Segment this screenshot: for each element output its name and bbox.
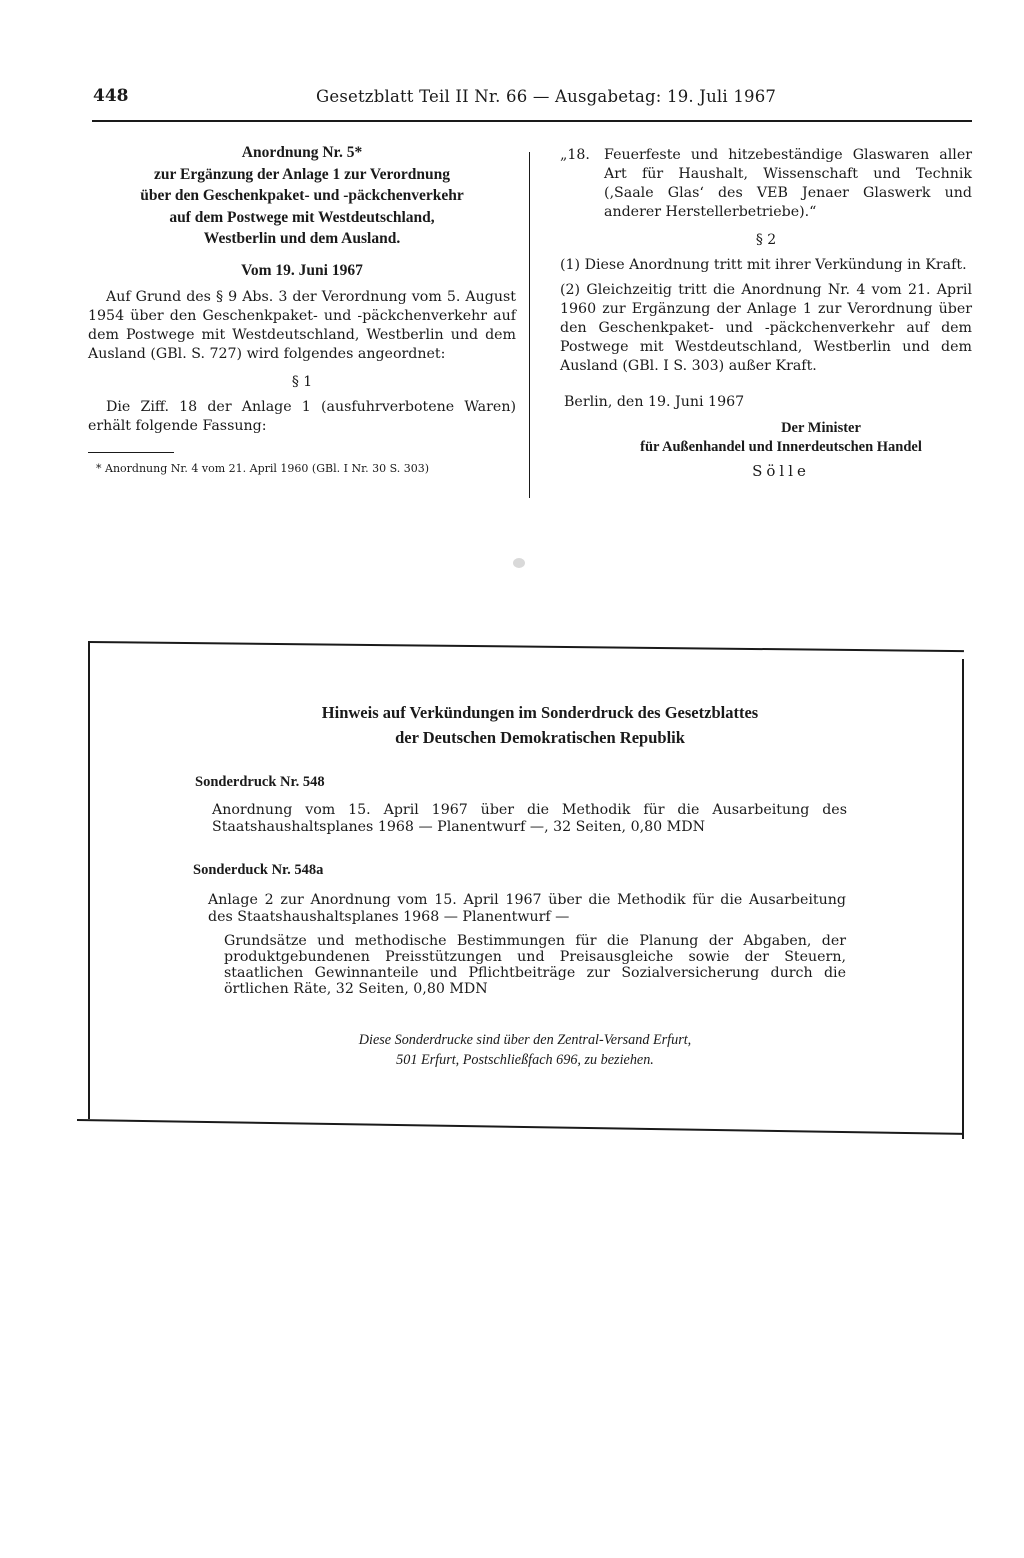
signatory-ministry: für Außenhandel und Innerdeutschen Handel (640, 439, 922, 455)
box-border-top (88, 641, 964, 652)
box-border-bottom (77, 1119, 964, 1135)
footnote: * Anordnung Nr. 4 vom 21. April 1960 (GBl. I Nr. 30 S. 303) (96, 461, 430, 475)
item-18-text: Feuerfeste und hitzebeständige Glaswaren aller Art für Haushalt, Wissenschaft und Technik (‚Saale Glas‘ des VEB Jenaer Glaswerk und anderer Herstellerbetriebe).“ (604, 147, 972, 220)
column-divider (529, 152, 530, 498)
notice-heading-line-2: der Deutschen Demokratischen Republik (395, 728, 685, 747)
closing-line-2: 501 Erfurt, Postschließfach 696, zu beziehen. (396, 1052, 654, 1068)
closing-line-1: Diese Sonderdrucke sind über den Zentral-Versand Erfurt, (358, 1032, 692, 1048)
special-print-548-label: Sonderdruck Nr. 548 (195, 774, 325, 790)
item-18 (560, 146, 972, 222)
title-line: Westberlin und dem Ausland. (203, 230, 401, 247)
title-line: Anordnung Nr. 5* (241, 144, 363, 161)
ordinance-date: Vom 19. Juni 1967 (241, 261, 363, 279)
running-head: Gesetzblatt Teil II Nr. 66 — Ausgabetag: 19. Juli 1967 (316, 87, 777, 106)
page-number: 448 (93, 86, 129, 106)
notice-heading-line-1: Hinweis auf Verkündungen im Sonderdruck des Gesetzblattes (321, 703, 759, 722)
title-line: zur Ergänzung der Anlage 1 zur Verordnung (154, 165, 450, 183)
closing-note (200, 1030, 850, 1070)
signatory-title: Der Minister (781, 420, 861, 436)
section-2-paragraph-1: (1) Diese Anordnung tritt mit ihrer Verkündung in Kraft. (560, 257, 967, 273)
section-1-text: Die Ziff. 18 der Anlage 1 (ausfuhrverbotene Waren) erhält folgende Fassung: (88, 398, 516, 434)
section-2-heading: § 2 (755, 232, 777, 248)
left-column (88, 142, 516, 476)
print-speck (513, 558, 525, 568)
special-print-548a-text-1: Anlage 2 zur Anordnung vom 15. April 1967 über die Methodik für die Ausarbeitung des Staatshaushaltsplanes 1968 — Planentwurf — (208, 892, 846, 925)
title-line: über den Geschenkpaket- und -päckchenverkehr (140, 187, 464, 204)
ordinance-title (88, 142, 516, 250)
section-2-paragraph-2: (2) Gleichzeitig tritt die Anordnung Nr. 4 vom 21. April 1960 zur Ergänzung der Anlage 1 zur Verordnung über den Geschenkpaket- und -päckchenverkehr auf dem Postwege mit Westdeutschland, Westberlin und dem Ausland (GBl. I S. 303) außer Kraft. (560, 282, 972, 374)
box-border-left (88, 641, 90, 1119)
preamble: Auf Grund des § 9 Abs. 3 der Verordnung vom 5. August 1954 über den Geschenkpaket- und -päckchenverkehr auf dem Postwege mit Westdeutschland, Westberlin und dem Ausland (GBl. S. 727) wird folgendes angeordnet: (88, 288, 516, 362)
special-print-548a-label: Sonderduck Nr. 548a (193, 862, 324, 878)
box-border-right (962, 659, 964, 1139)
signatory-name: Sölle (752, 462, 810, 480)
notice-heading (200, 700, 880, 750)
header-rule (92, 120, 972, 122)
special-print-548-text: Anordnung vom 15. April 1967 über die Methodik für die Ausarbeitung des Staatshaushaltsplanes 1968 — Planentwurf —, 32 Seiten, 0,80 MDN (212, 802, 847, 835)
section-1-heading: § 1 (291, 373, 313, 390)
special-print-548a-text-2: Grundsätze und methodische Bestimmungen für die Planung der Abgaben, der produktgebundenen Preisstützungen und Preisausgleiche sowie der Steuern, staatlichen Gewinnanteile und Pflichtbeiträge zur Sozialversicherung durch die örtlichen Räte, 32 Seiten, 0,80 MDN (224, 933, 846, 997)
item-18-number: „18. (560, 147, 590, 163)
footnote-rule (88, 452, 174, 453)
right-column (560, 146, 972, 480)
place-date: Berlin, den 19. Juni 1967 (564, 394, 745, 410)
title-line: auf dem Postwege mit Westdeutschland, (169, 208, 435, 226)
